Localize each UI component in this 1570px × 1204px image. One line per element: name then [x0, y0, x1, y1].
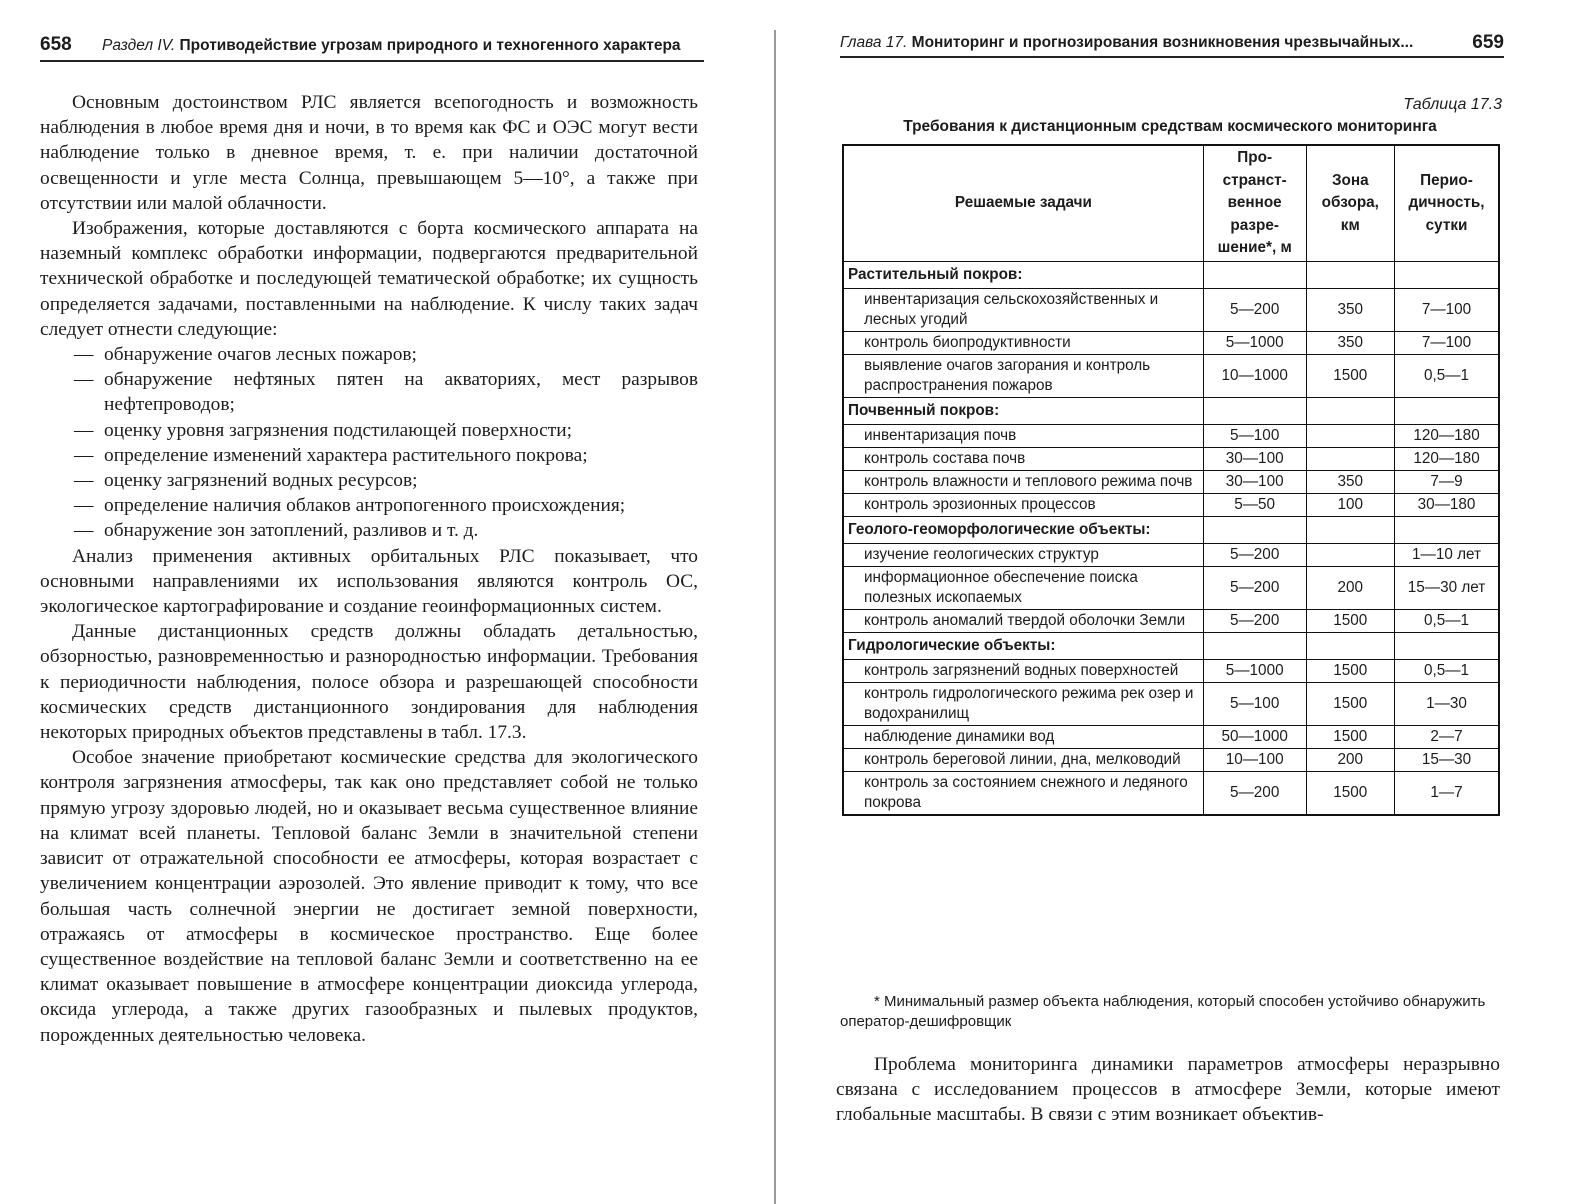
empty-cell: [1395, 261, 1499, 288]
list-item: — оценку уровня загрязнения подстилающей поверхности;: [74, 419, 573, 441]
resolution-cell: 5—50: [1203, 493, 1306, 516]
table-footnote: * Минимальный размер объекта наблюдения, который способен устойчиво обнаружить оператор-дешифровщик: [840, 993, 1486, 1030]
empty-cell: [1306, 261, 1395, 288]
period-cell: 7—9: [1395, 470, 1499, 493]
task-cell: контроль гидрологического режима рек озер и водохранилищ: [843, 682, 1203, 725]
table-body: [843, 261, 1499, 815]
task-cell: контроль за состоянием снежного и ледяного покрова: [843, 771, 1203, 815]
resolution-cell: 10—100: [1203, 748, 1306, 771]
period-cell: 0,5—1: [1395, 609, 1499, 632]
page-number: 658: [40, 34, 72, 55]
period-cell: 120—180: [1395, 424, 1499, 447]
paragraph: Изображения, которые доставляются с борта космического аппарата на наземный комплекс обработки информации, подвергаются предварительной технической обработке и последующей тематической обработке; их сущность определяется задачами, поставленными на наблюдение. К числу таких задач следует отнести следующие:: [40, 218, 698, 340]
period-cell: 7—100: [1395, 288, 1499, 331]
zone-cell: 200: [1306, 748, 1395, 771]
task-cell: наблюдение динамики вод: [843, 725, 1203, 748]
resolution-cell: 5—200: [1203, 288, 1306, 331]
task-cell: выявление очагов загорания и контроль распространения пожаров: [843, 354, 1203, 397]
column-header-period: Перио- дичность, сутки: [1395, 145, 1499, 261]
column-header-tasks: Решаемые задачи: [843, 145, 1203, 261]
table-category-row: [843, 261, 1499, 288]
zone-cell: [1306, 543, 1395, 566]
table-row: [843, 543, 1499, 566]
table-header-row: [843, 145, 1499, 261]
paragraph: Проблема мониторинга динамики параметров атмосферы неразрывно связана с исследованием процессов в атмосфере Земли, которые имеют глобальные масштабы. В связи с этим возникает объектив-: [836, 1054, 1500, 1126]
page-number: 659: [1472, 32, 1504, 53]
resolution-cell: 5—1000: [1203, 659, 1306, 682]
resolution-cell: 5—200: [1203, 771, 1306, 815]
chapter-title: Мониторинг и прогнозирования возникновения чрезвычайных...: [911, 34, 1414, 51]
zone-cell: [1306, 447, 1395, 470]
right-body-text: [836, 1052, 1500, 1128]
list-item: — обнаружение зон затоплений, разливов и т. д.: [74, 520, 479, 542]
table-row: [843, 288, 1499, 331]
zone-cell: 1500: [1306, 659, 1395, 682]
table-row: [843, 609, 1499, 632]
resolution-cell: 5—200: [1203, 609, 1306, 632]
right-page: [780, 0, 1570, 1204]
empty-cell: [1203, 632, 1306, 659]
table-category-row: [843, 397, 1499, 424]
empty-cell: [1203, 261, 1306, 288]
period-cell: 7—100: [1395, 331, 1499, 354]
zone-cell: 1500: [1306, 682, 1395, 725]
task-cell: контроль состава почв: [843, 447, 1203, 470]
requirements-table: [842, 144, 1500, 816]
table-row: [843, 771, 1499, 815]
table-row: [843, 682, 1499, 725]
empty-cell: [1395, 516, 1499, 543]
table-row: [843, 566, 1499, 609]
paragraph: Данные дистанционных средств должны обладать детальностью, обзорностью, разновременностью и разнородностью информации. Требования к периодичности наблюдения, полосе обзора и разрешающей способности космических средств дистанционного зондирования для наблюдения некоторых природных объектов представлены в табл. 17.3.: [40, 621, 698, 744]
running-header-left: [40, 34, 704, 62]
zone-cell: 100: [1306, 493, 1395, 516]
table-row: [843, 331, 1499, 354]
left-body-text: [40, 90, 698, 1048]
resolution-cell: 10—1000: [1203, 354, 1306, 397]
resolution-cell: 30—100: [1203, 447, 1306, 470]
zone-cell: 200: [1306, 566, 1395, 609]
table-row: [843, 447, 1499, 470]
zone-cell: 350: [1306, 470, 1395, 493]
list-item: — определение наличия облаков антропогенного происхождения;: [74, 495, 626, 517]
resolution-cell: 5—100: [1203, 682, 1306, 725]
empty-cell: [1395, 632, 1499, 659]
task-cell: изучение геологических структур: [843, 543, 1203, 566]
category-label: Геолого-геоморфологические объекты:: [843, 516, 1203, 543]
empty-cell: [1203, 397, 1306, 424]
period-cell: 0,5—1: [1395, 354, 1499, 397]
period-cell: 0,5—1: [1395, 659, 1499, 682]
zone-cell: 1500: [1306, 725, 1395, 748]
table-caption: Требования к дистанционным средствам космического мониторинга: [903, 118, 1437, 135]
section-title: Противодействие угрозам природного и техногенного характера: [179, 37, 681, 54]
list-item: — определение изменений характера растительного покрова;: [74, 444, 588, 466]
category-label: Гидрологические объекты:: [843, 632, 1203, 659]
resolution-cell: 30—100: [1203, 470, 1306, 493]
task-cell: контроль береговой линии, дна, мелководий: [843, 748, 1203, 771]
list-item: — обнаружение нефтяных пятен на акваториях, мест разрывов нефтепроводов;: [74, 369, 698, 416]
table-row: [843, 470, 1499, 493]
period-cell: 30—180: [1395, 493, 1499, 516]
period-cell: 15—30 лет: [1395, 566, 1499, 609]
table-row: [843, 748, 1499, 771]
task-list: [40, 342, 698, 544]
resolution-cell: 5—1000: [1203, 331, 1306, 354]
resolution-cell: 5—100: [1203, 424, 1306, 447]
period-cell: 2—7: [1395, 725, 1499, 748]
task-cell: контроль биопродуктивности: [843, 331, 1203, 354]
table-row: [843, 493, 1499, 516]
task-cell: контроль загрязнений водных поверхностей: [843, 659, 1203, 682]
list-item: — оценку загрязнений водных ресурсов;: [74, 470, 418, 492]
section-label: Раздел IV.: [102, 37, 176, 54]
task-cell: контроль аномалий твердой оболочки Земли: [843, 609, 1203, 632]
category-label: Растительный покров:: [843, 261, 1203, 288]
resolution-cell: 5—200: [1203, 543, 1306, 566]
task-cell: контроль влажности и теплового режима почв: [843, 470, 1203, 493]
column-header-zone: Зона обзора, км: [1306, 145, 1395, 261]
paragraph: Особое значение приобретают космические средства для экологического контроля загрязнения атмосферы, так как оно представляет собой не только прямую угрозу здоровью людей, но и оказывает весьма существенное влияние на климат всей планеты. Тепловой баланс Земли в значительной степени зависит от отражательной способности ее атмосферы, которая возрастает с увеличением концентрации аэрозолей. Это явление приводит к тому, что все большая часть солнечной энергии не достигает земной поверхности, отражаясь от атмосферы в космическое пространство. Еще более существенное воздействие на тепловой баланс Земли и соответственно на ее климат оказывает повышение в атмосфере концентрации диоксида углерода, оксида углерода, а также других газообразных и пылевых продуктов, порожденных деятельностью человека.: [40, 747, 698, 1046]
zone-cell: 350: [1306, 331, 1395, 354]
zone-cell: 1500: [1306, 771, 1395, 815]
task-cell: инвентаризация почв: [843, 424, 1203, 447]
table-row: [843, 354, 1499, 397]
table-category-row: [843, 516, 1499, 543]
table-row: [843, 424, 1499, 447]
resolution-cell: 50—1000: [1203, 725, 1306, 748]
zone-cell: [1306, 424, 1395, 447]
period-cell: 1—10 лет: [1395, 543, 1499, 566]
period-cell: 1—30: [1395, 682, 1499, 725]
paragraph: Анализ применения активных орбитальных РЛС показывает, что основными направлениями их использования являются контроль ОС, экологическое картографирование и создание геоинформационных систем.: [40, 545, 698, 618]
category-label: Почвенный покров:: [843, 397, 1203, 424]
table-number: Таблица 17.3: [1403, 96, 1502, 113]
table-category-row: [843, 632, 1499, 659]
table-row: [843, 659, 1499, 682]
chapter-label: Глава 17.: [840, 34, 908, 51]
column-header-resolution: Про- странст- венное разре- шение*, м: [1203, 145, 1306, 261]
resolution-cell: 5—200: [1203, 566, 1306, 609]
task-cell: инвентаризация сельскохозяйственных и лесных угодий: [843, 288, 1203, 331]
running-header-right: [840, 34, 1504, 58]
empty-cell: [1306, 632, 1395, 659]
empty-cell: [1395, 397, 1499, 424]
task-cell: информационное обеспечение поиска полезных ископаемых: [843, 566, 1203, 609]
book-spine: [774, 30, 776, 1204]
period-cell: 15—30: [1395, 748, 1499, 771]
zone-cell: 1500: [1306, 354, 1395, 397]
period-cell: 120—180: [1395, 447, 1499, 470]
empty-cell: [1203, 516, 1306, 543]
left-page: [0, 0, 770, 1204]
table-row: [843, 725, 1499, 748]
empty-cell: [1306, 516, 1395, 543]
task-cell: контроль эрозионных процессов: [843, 493, 1203, 516]
zone-cell: 1500: [1306, 609, 1395, 632]
empty-cell: [1306, 397, 1395, 424]
zone-cell: 350: [1306, 288, 1395, 331]
period-cell: 1—7: [1395, 771, 1499, 815]
list-item: — обнаружение очагов лесных пожаров;: [74, 344, 417, 366]
paragraph: Основным достоинством РЛС является всепогодность и возможность наблюдения в любое время дня и ночи, в то время как ФС и ОЭС могут вести наблюдение только в дневное время, т. е. при наличии достаточной освещенности и угле места Солнца, превышающем 5—10°, а также при отсутствии или малой облачности.: [40, 92, 698, 214]
